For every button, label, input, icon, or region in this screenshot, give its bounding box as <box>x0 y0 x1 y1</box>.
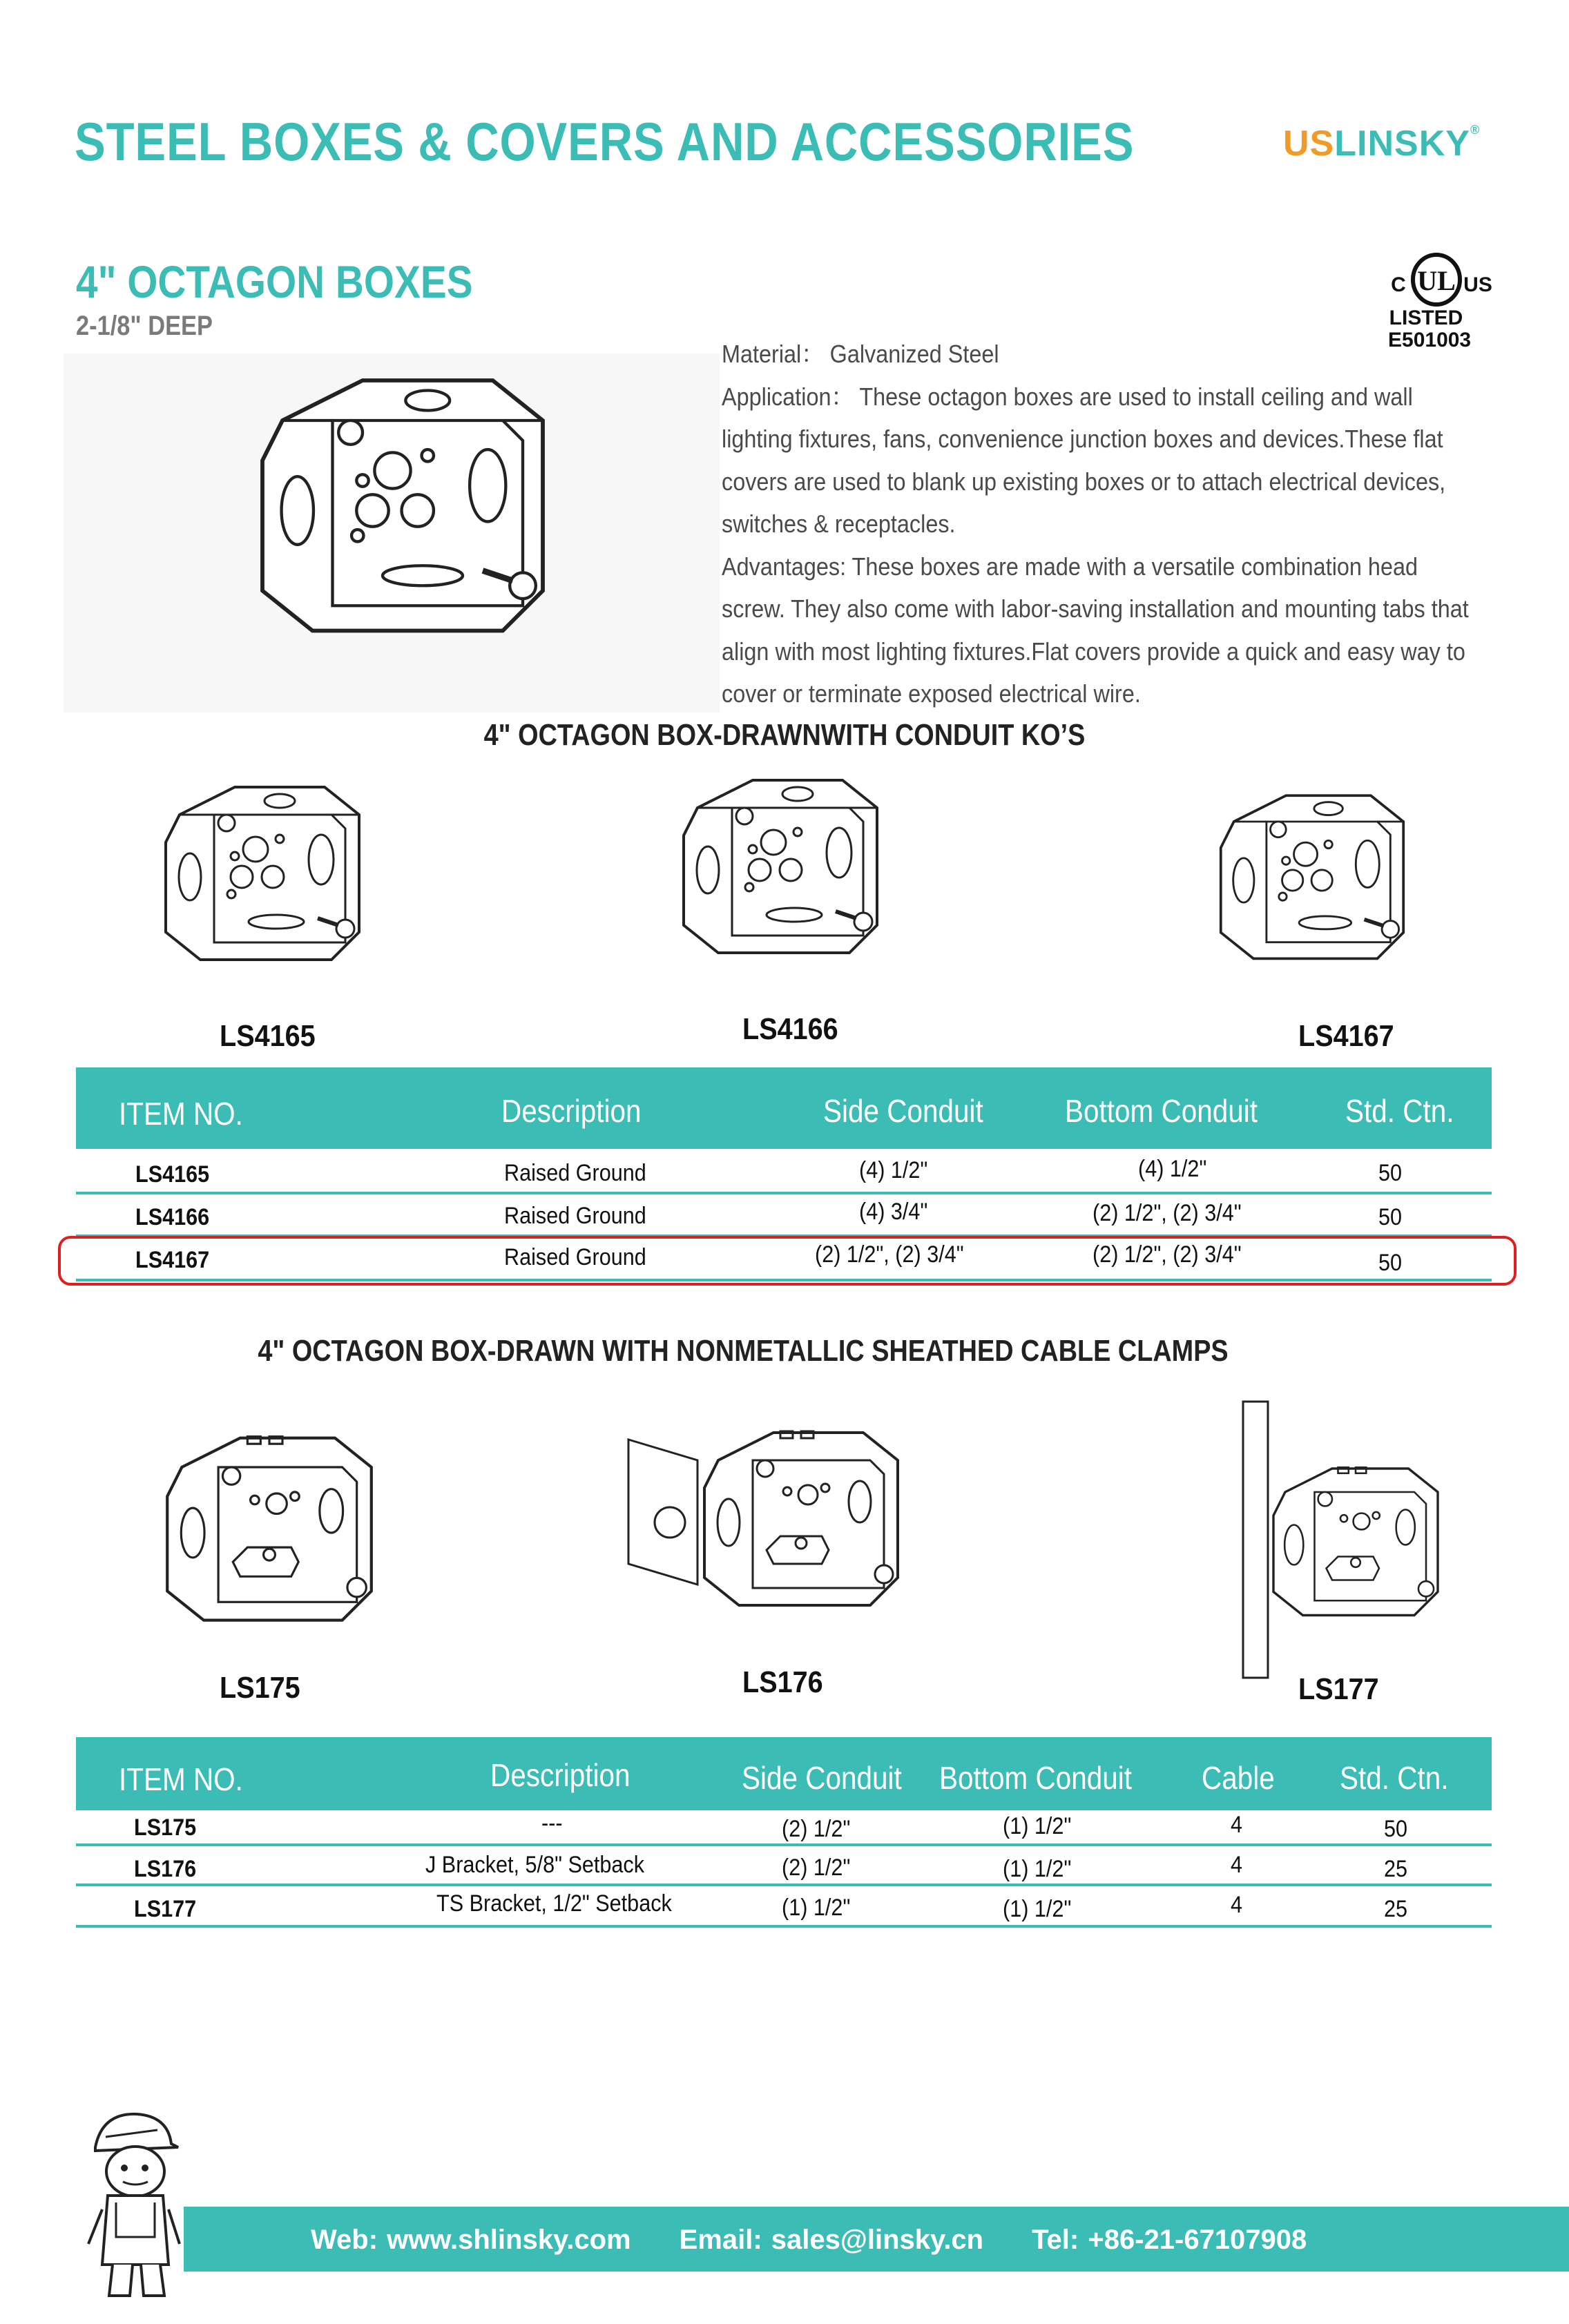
row-divider <box>76 1192 1492 1194</box>
row-divider <box>76 1884 1492 1886</box>
ul-us: US <box>1463 273 1492 296</box>
column-header: Side Conduit <box>823 1093 983 1129</box>
description-cell: TS Bracket, 1/2" Setback <box>436 1890 672 1917</box>
kos-section-title: 4" OCTAGON BOX-DRAWNWITH CONDUIT KO’S <box>483 718 1086 752</box>
row-divider <box>76 1925 1492 1928</box>
brand-linsky: LINSKY <box>1334 124 1470 164</box>
ls176-image <box>622 1408 925 1636</box>
bottom-conduit-cell: (2) 1/2", (2) 3/4" <box>1092 1241 1242 1268</box>
nm-section-title: 4" OCTAGON BOX-DRAWN WITH NONMETALLIC SHEATHED CABLE CLAMPS <box>258 1334 1229 1368</box>
product-label: LS175 <box>220 1671 300 1705</box>
registered-mark: ® <box>1470 123 1481 137</box>
row-divider <box>76 1843 1492 1846</box>
item-cell: LS4165 <box>135 1161 210 1188</box>
std-ctn-cell: 50 <box>1384 1816 1408 1842</box>
column-header: Bottom Conduit <box>939 1760 1133 1796</box>
hero-image <box>64 354 720 713</box>
column-header: Cable <box>1202 1760 1275 1796</box>
description-cell: Raised Ground <box>504 1203 646 1229</box>
side-conduit-cell: (2) 1/2" <box>782 1855 851 1881</box>
ul-text: UL <box>1417 265 1456 296</box>
bottom-conduit-cell: (1) 1/2" <box>1003 1856 1072 1882</box>
listing-number: E501003 <box>1388 329 1472 351</box>
std-ctn-cell: 25 <box>1384 1856 1408 1882</box>
worker-mascot-icon <box>75 2099 185 2306</box>
std-ctn-cell: 50 <box>1378 1204 1403 1230</box>
std-ctn-cell: 50 <box>1378 1160 1403 1186</box>
product-label: LS4166 <box>742 1012 838 1046</box>
description-cell: Raised Ground <box>504 1160 646 1186</box>
application-text: Application： These octagon boxes are used to install ceiling and wall lighting fixtures, fans, convenience junction boxes and devices.These flat covers are used to blank up existing boxes or to attach electrical devices, switches & receptacles. <box>722 382 1446 538</box>
description-cell: --- <box>541 1810 563 1837</box>
column-header: Std. Ctn. <box>1340 1760 1449 1796</box>
std-ctn-cell: 50 <box>1378 1250 1403 1276</box>
ls177-image <box>1229 1395 1450 1685</box>
page-title: STEEL BOXES & COVERS AND ACCESSORIES <box>75 111 1135 172</box>
ul-c: C <box>1391 273 1406 296</box>
side-conduit-cell: (4) 3/4" <box>859 1199 928 1225</box>
footer-web[interactable]: Web: www.shlinsky.com <box>311 2225 631 2255</box>
description-cell: Raised Ground <box>504 1244 646 1270</box>
highlight-outline <box>58 1236 1517 1286</box>
side-conduit-cell: (4) 1/2" <box>859 1157 928 1183</box>
product-label: LS176 <box>742 1665 823 1699</box>
bottom-conduit-cell: (2) 1/2", (2) 3/4" <box>1092 1200 1242 1226</box>
column-header: ITEM NO. <box>119 1096 243 1132</box>
side-conduit-cell: (1) 1/2" <box>782 1895 851 1921</box>
ls4165-image <box>138 773 387 980</box>
column-header: Std. Ctn. <box>1345 1093 1454 1129</box>
item-cell: LS177 <box>134 1896 197 1922</box>
section-title: 4" OCTAGON BOXES <box>76 256 473 307</box>
product-label: LS177 <box>1298 1672 1379 1706</box>
nm-table-header <box>76 1737 1492 1810</box>
column-header: Description <box>490 1757 631 1793</box>
item-cell: LS4166 <box>135 1204 210 1230</box>
ls175-image <box>138 1388 401 1678</box>
advantages-text: Advantages: These boxes are made with a versatile combination head screw. They also come with labor-saving installation and mounting tabs that align with most lighting fixtures.Flat covers provide a quick and easy way to cover or terminate exposed electrical wire. <box>722 552 1469 708</box>
item-cell: LS176 <box>134 1856 197 1882</box>
ls4167-image <box>1195 780 1430 980</box>
column-header: ITEM NO. <box>119 1761 243 1797</box>
bottom-conduit-cell: (1) 1/2" <box>1003 1896 1072 1922</box>
bottom-conduit-cell: (4) 1/2" <box>1138 1156 1207 1182</box>
side-conduit-cell: (2) 1/2", (2) 3/4" <box>815 1241 964 1268</box>
column-header: Bottom Conduit <box>1065 1093 1258 1129</box>
cable-cell: 4 <box>1231 1852 1243 1878</box>
footer-contact <box>311 2225 1355 2256</box>
product-label: LS4165 <box>220 1019 316 1053</box>
side-conduit-cell: (2) 1/2" <box>782 1816 851 1842</box>
material-text: Material： Galvanized Steel <box>722 340 999 368</box>
std-ctn-cell: 25 <box>1384 1896 1408 1922</box>
column-header: Description <box>501 1093 642 1129</box>
product-description <box>722 333 1474 715</box>
footer-tel: Tel: +86-21-67107908 <box>1032 2225 1307 2255</box>
octagon-box-hero-icon <box>64 354 720 713</box>
kos-table-header <box>76 1067 1492 1149</box>
cable-cell: 4 <box>1231 1812 1243 1838</box>
ls4166-image <box>656 766 905 974</box>
section-subtitle: 2-1/8" DEEP <box>76 311 213 341</box>
brand-us: US <box>1283 124 1335 164</box>
bottom-conduit-cell: (1) 1/2" <box>1003 1813 1072 1839</box>
column-header: Side Conduit <box>742 1760 902 1796</box>
description-cell: J Bracket, 5/8" Setback <box>425 1852 645 1878</box>
cable-cell: 4 <box>1231 1892 1243 1918</box>
item-cell: LS4167 <box>135 1247 210 1273</box>
brand-logo <box>1283 123 1480 164</box>
item-cell: LS175 <box>134 1814 197 1841</box>
listed-label: LISTED <box>1389 307 1463 329</box>
footer-email[interactable]: Email: sales@linsky.cn <box>679 2225 984 2255</box>
product-label: LS4167 <box>1298 1019 1394 1053</box>
